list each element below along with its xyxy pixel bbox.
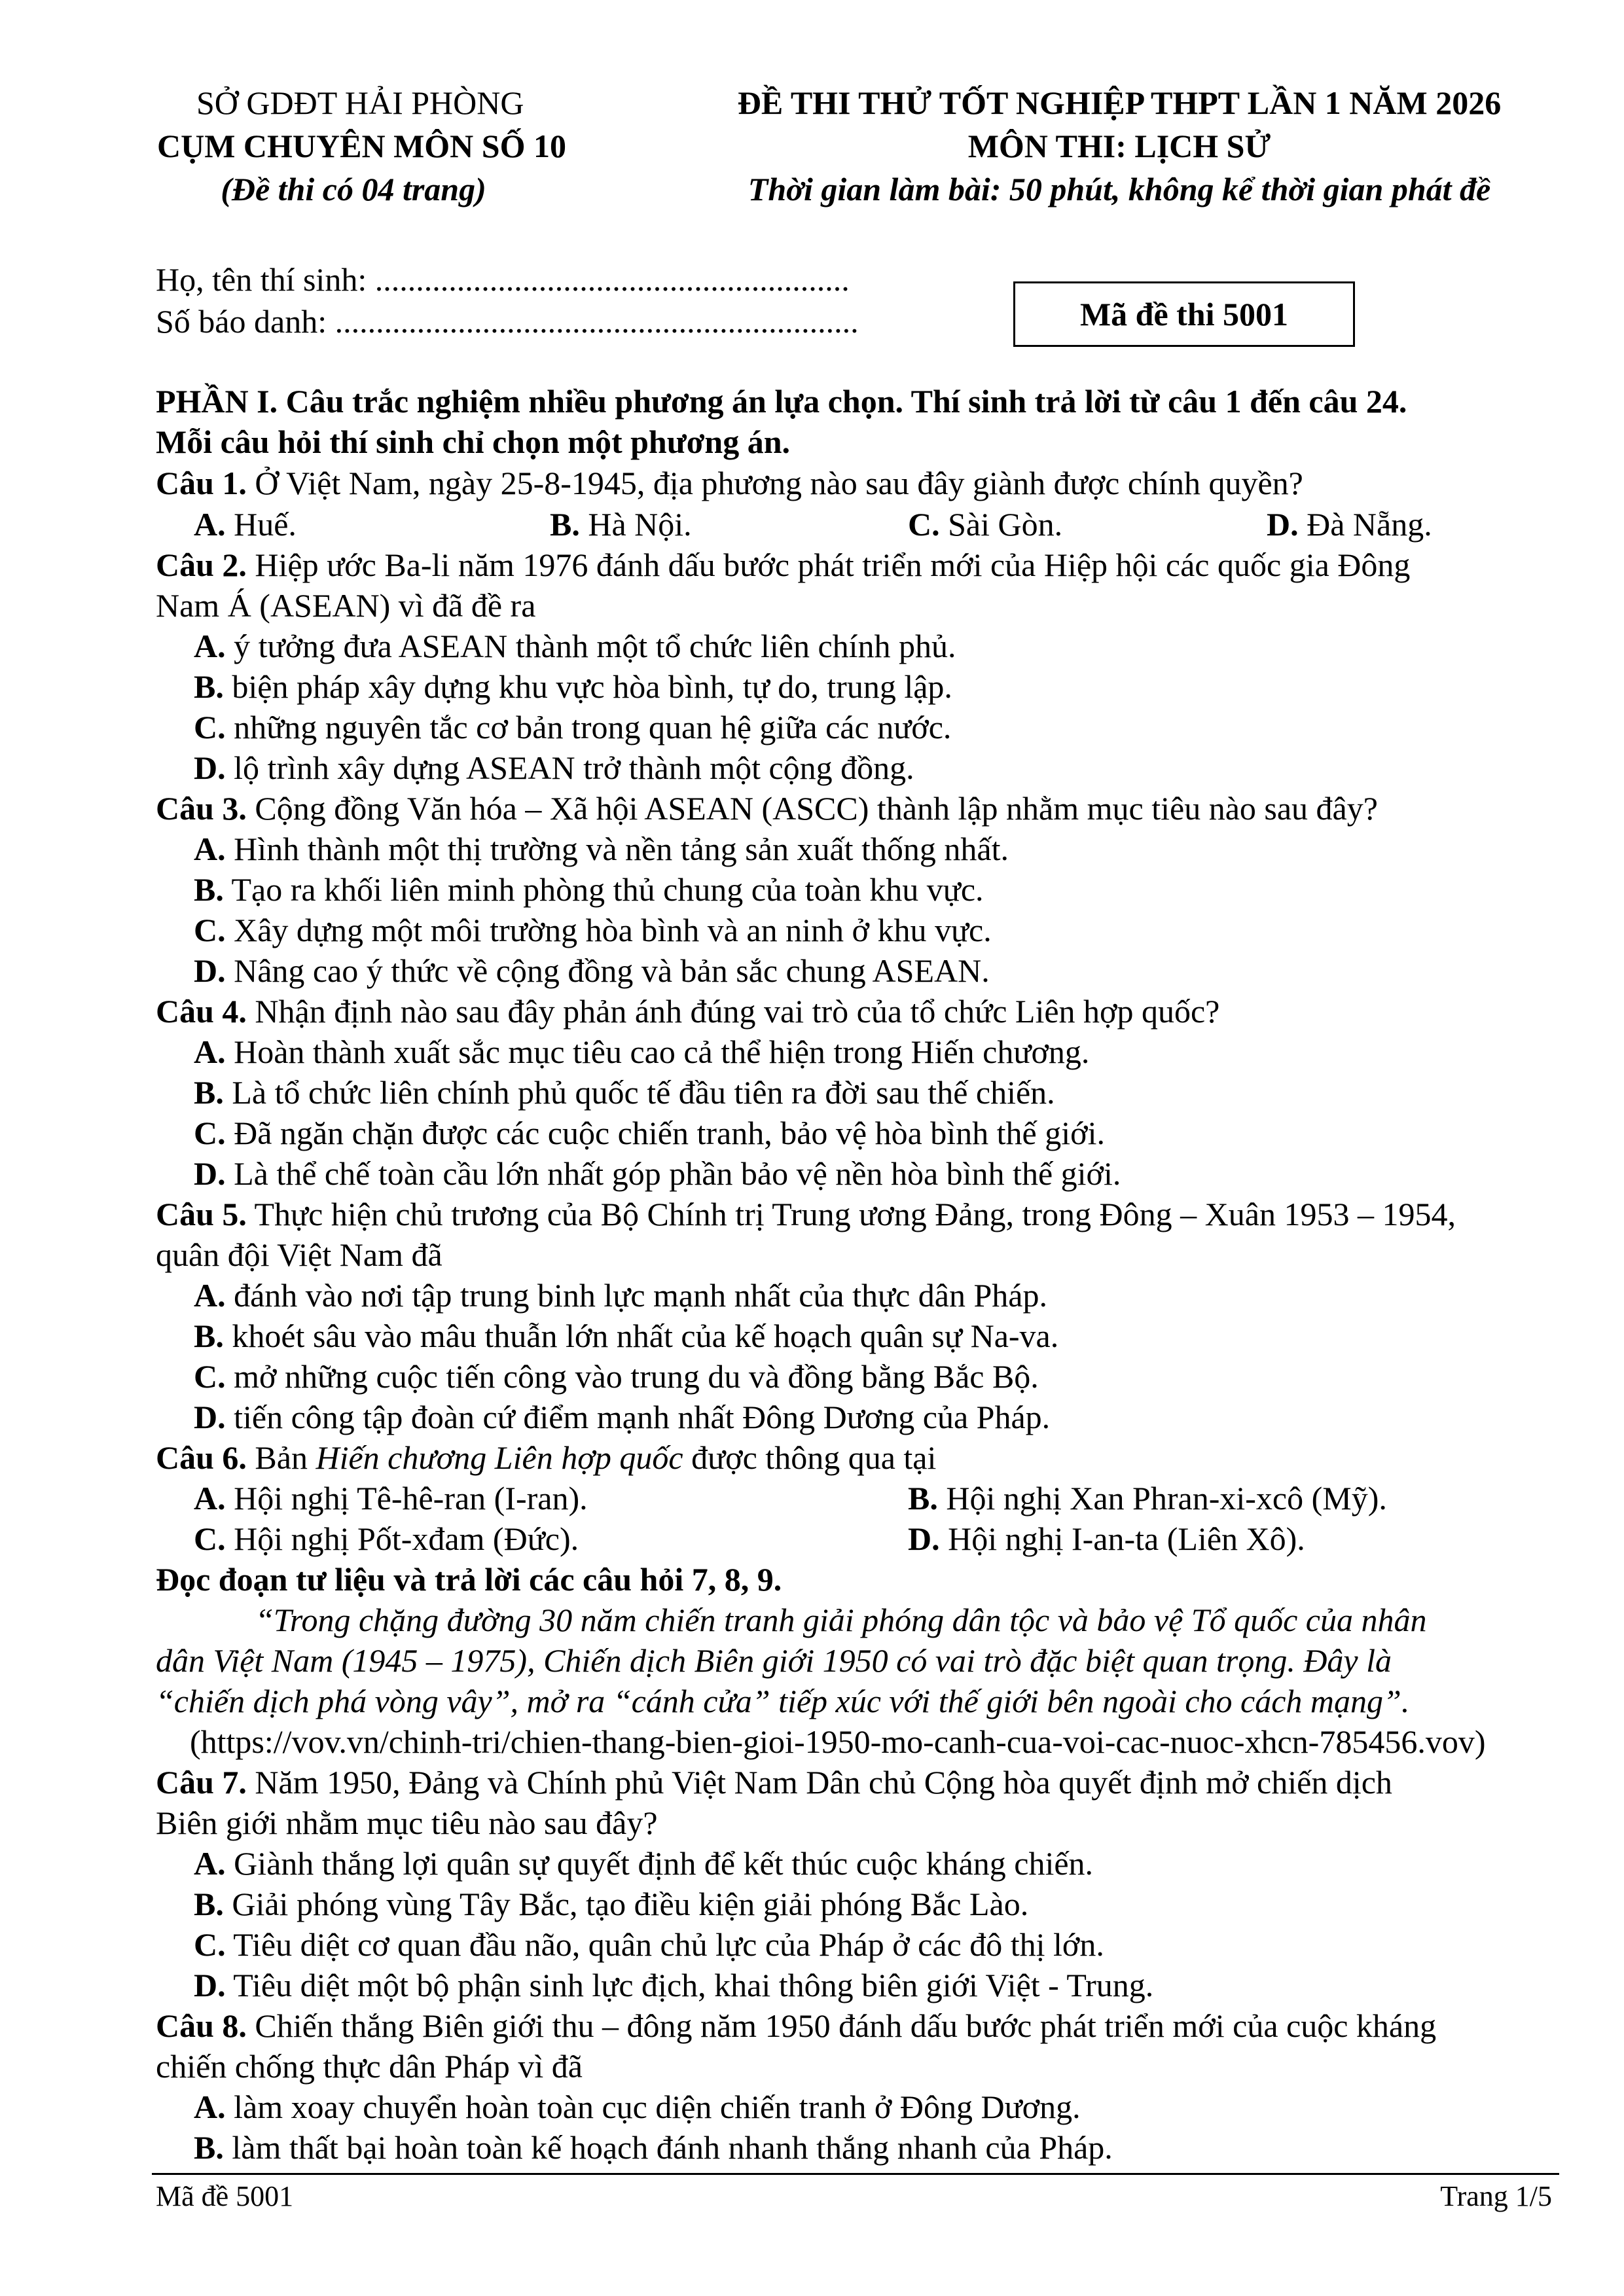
question-label: Câu 1. [156, 465, 247, 501]
option-letter: B. [194, 871, 224, 908]
option-1a [194, 508, 297, 541]
option-letter: C. [194, 1115, 226, 1151]
option-1c [908, 508, 1062, 541]
option-letter: C. [194, 1926, 226, 1963]
question-text: Cộng đồng Văn hóa – Xã hội ASEAN (ASCC) thành lập nhằm mục tiêu nào sau đây? [246, 790, 1378, 827]
question-text-italic: Hiến chương Liên hợp quốc [316, 1439, 683, 1476]
option-text: Tạo ra khối liên minh phòng thủ chung của toàn khu vực. [223, 871, 984, 908]
option-3b [194, 873, 984, 906]
option-5a [194, 1279, 1047, 1312]
question-text: Ở Việt Nam, ngày 25-8-1945, địa phương nào sau đây giành được chính quyền? [246, 465, 1303, 501]
option-text: làm thất bại hoàn toàn kế hoạch đánh nhanh thắng nhanh của Pháp. [223, 2129, 1113, 2166]
question-8 [156, 2009, 1436, 2042]
option-text: biện pháp xây dựng khu vực hòa bình, tự do, trung lập. [223, 668, 952, 705]
option-6a [194, 1482, 588, 1515]
option-letter: D. [194, 1399, 226, 1435]
option-3d [194, 954, 990, 987]
option-6d [908, 1522, 1305, 1555]
option-2d [194, 751, 914, 784]
question-text: được thông qua tại [683, 1439, 937, 1476]
option-text: Huế. [225, 506, 297, 543]
option-letter: B. [194, 668, 224, 705]
question-label: Câu 2. [156, 547, 247, 583]
option-text: đánh vào nơi tập trung binh lực mạnh nhất của thực dân Pháp. [225, 1277, 1047, 1314]
option-text: mở những cuộc tiến công vào trung du và đồng bằng Bắc Bộ. [225, 1358, 1039, 1395]
footer-page-number: Trang 1/5 [1440, 2180, 1552, 2212]
option-text: lộ trình xây dựng ASEAN trở thành một cộng đồng. [225, 749, 914, 786]
option-2a [194, 630, 956, 662]
option-8a [194, 2090, 1081, 2123]
question-label: Câu 6. [156, 1439, 247, 1476]
question-text: Năm 1950, Đảng và Chính phủ Việt Nam Dân chủ Cộng hòa quyết định mở chiến dịch [246, 1764, 1392, 1801]
exam-subject: MÔN THI: LỊCH SỬ [967, 128, 1271, 164]
option-text: Tiêu diệt một bộ phận sinh lực địch, khai thông biên giới Việt - Trung. [225, 1967, 1154, 2003]
option-1b [550, 508, 692, 541]
candidate-id-field: Số báo danh: ................................................................ [156, 303, 859, 340]
option-text: Sài Gòn. [939, 506, 1063, 543]
question-text: Bản [246, 1439, 316, 1476]
question-text: Hiệp ước Ba-li năm 1976 đánh dấu bước phát triển mới của Hiệp hội các quốc gia Đông [246, 547, 1411, 583]
option-text: Hà Nội. [579, 506, 692, 543]
option-text: Là thể chế toàn cầu lớn nhất góp phần bảo vệ nền hòa bình thế giới. [225, 1155, 1121, 1192]
option-letter: A. [194, 1033, 226, 1070]
option-text: Hội nghị Tê-hê-ran (I-ran). [225, 1480, 588, 1516]
option-6b [908, 1482, 1387, 1515]
option-text: ý tưởng đưa ASEAN thành một tổ chức liên chính phủ. [225, 628, 956, 664]
passage-line-2: dân Việt Nam (1945 – 1975), Chiến dịch Biên giới 1950 có vai trò đặc biệt quan trọng. Đây là [156, 1642, 1392, 1679]
option-letter: D. [908, 1520, 940, 1557]
option-7a [194, 1847, 1093, 1880]
option-2c [194, 711, 951, 744]
question-5-cont: quân đội Việt Nam đã [156, 1236, 442, 1273]
option-text: làm xoay chuyển hoàn toàn cục diện chiến tranh ở Đông Dương. [225, 2089, 1081, 2125]
option-text: Hình thành một thị trường và nền tảng sản xuất thống nhất. [225, 831, 1009, 867]
option-letter: B. [194, 2129, 224, 2166]
option-letter: B. [194, 1886, 224, 1922]
part1-heading-line1: PHẦN I. Câu trắc nghiệm nhiều phương án lựa chọn. Thí sinh trả lời từ câu 1 đến câu 24. [156, 383, 1407, 420]
option-5c [194, 1360, 1039, 1393]
question-3 [156, 792, 1378, 825]
option-letter: C. [194, 709, 226, 745]
option-letter: C. [194, 912, 226, 948]
option-text: Xây dựng một môi trường hòa bình và an ninh ở khu vực. [225, 912, 992, 948]
option-letter: A. [194, 628, 226, 664]
question-label: Câu 8. [156, 2007, 247, 2044]
option-7d [194, 1969, 1153, 2001]
footer-divider [152, 2173, 1559, 2175]
exam-duration: Thời gian làm bài: 50 phút, không kể thời gian phát đề [748, 171, 1491, 207]
option-letter: D. [194, 952, 226, 989]
option-7b [194, 1888, 1028, 1920]
option-8b [194, 2131, 1113, 2164]
passage-source: (https://vov.vn/chinh-tri/chien-thang-bien-gioi-1950-mo-canh-cua-voi-cac-nuoc-xhcn-785456.vov) [190, 1723, 1486, 1760]
part1-heading-line2: Mỗi câu hỏi thí sinh chỉ chọn một phương án. [156, 423, 791, 460]
option-letter: A. [194, 1480, 226, 1516]
option-letter: D. [194, 1967, 226, 2003]
option-text: những nguyên tắc cơ bản trong quan hệ giữa các nước. [225, 709, 952, 745]
option-3a [194, 833, 1009, 865]
option-letter: B. [194, 1074, 224, 1111]
option-letter: B. [908, 1480, 938, 1516]
question-text: Thực hiện chủ trương của Bộ Chính trị Trung ương Đảng, trong Đông – Xuân 1953 – 1954, [246, 1196, 1456, 1232]
option-letter: B. [550, 506, 580, 543]
passage-line-3: “chiến dịch phá vòng vây”, mở ra “cánh cửa” tiếp xúc với thế giới bên ngoài cho cách mạng”. [156, 1683, 1410, 1719]
option-text: Hội nghị Pốt-xđam (Đức). [225, 1520, 579, 1557]
option-5d [194, 1401, 1050, 1433]
question-label: Câu 7. [156, 1764, 247, 1801]
header-page-count: (Đề thi có 04 trang) [221, 171, 486, 207]
option-4c [194, 1117, 1105, 1149]
option-1d [1267, 508, 1432, 541]
passage-line-1: “Trong chặng đường 30 năm chiến tranh giải phóng dân tộc và bảo vệ Tổ quốc của nhân [255, 1602, 1427, 1638]
option-letter: D. [1267, 506, 1299, 543]
exam-code-box [1013, 281, 1355, 347]
option-letter: C. [194, 1358, 226, 1395]
question-2-cont: Nam Á (ASEAN) vì đã đề ra [156, 587, 536, 624]
option-text: Hoàn thành xuất sắc mục tiêu cao cả thể hiện trong Hiến chương. [225, 1033, 1090, 1070]
question-7-cont: Biên giới nhằm mục tiêu nào sau đây? [156, 1804, 658, 1841]
question-1 [156, 467, 1303, 499]
question-4 [156, 995, 1219, 1028]
option-2b [194, 670, 952, 703]
option-letter: A. [194, 1845, 226, 1882]
option-text: tiến công tập đoàn cứ điểm mạnh nhất Đông Dương của Pháp. [225, 1399, 1051, 1435]
option-letter: D. [194, 1155, 226, 1192]
question-label: Câu 4. [156, 993, 247, 1030]
option-letter: A. [194, 831, 226, 867]
option-letter: A. [194, 506, 226, 543]
option-letter: C. [908, 506, 940, 543]
question-7 [156, 1766, 1392, 1799]
option-4b [194, 1076, 1055, 1109]
question-5 [156, 1198, 1456, 1230]
option-text: Giải phóng vùng Tây Bắc, tạo điều kiện giải phóng Bắc Lào. [223, 1886, 1029, 1922]
option-text: Là tổ chức liên chính phủ quốc tế đầu tiên ra đời sau thế chiến. [223, 1074, 1055, 1111]
option-text: khoét sâu vào mâu thuẫn lớn nhất của kế hoạch quân sự Na-va. [223, 1318, 1059, 1354]
option-text: Hội nghị Xan Phran-xi-xcô (Mỹ). [937, 1480, 1387, 1516]
exam-title: ĐỀ THI THỬ TỐT NGHIỆP THPT LẦN 1 NĂM 2026 [737, 84, 1502, 121]
question-8-cont: chiến chống thực dân Pháp vì đã [156, 2048, 583, 2085]
passage-heading: Đọc đoạn tư liệu và trả lời các câu hỏi 7, 8, 9. [156, 1561, 782, 1598]
option-text: Tiêu diệt cơ quan đầu não, quân chủ lực của Pháp ở các đô thị lớn. [225, 1926, 1104, 1963]
question-2 [156, 548, 1410, 581]
exam-code: Mã đề thi 5001 [1079, 296, 1289, 332]
question-text: Chiến thắng Biên giới thu – đông năm 1950 đánh dấu bước phát triển mới của cuộc kháng [246, 2007, 1437, 2044]
option-text: Đà Nẵng. [1298, 506, 1432, 543]
option-text: Nâng cao ý thức về cộng đồng và bản sắc chung ASEAN. [225, 952, 990, 989]
option-text: Đã ngăn chặn được các cuộc chiến tranh, bảo vệ hòa bình thế giới. [225, 1115, 1105, 1151]
header-department: SỞ GDĐT HẢI PHÒNG [196, 84, 524, 121]
option-text: Hội nghị I-an-ta (Liên Xô). [939, 1520, 1305, 1557]
question-6 [156, 1441, 936, 1474]
option-3c [194, 914, 992, 946]
question-label: Câu 3. [156, 790, 247, 827]
header-cluster: CỤM CHUYÊN MÔN SỐ 10 [157, 128, 566, 164]
option-5b [194, 1319, 1058, 1352]
question-text: Nhận định nào sau đây phản ánh đúng vai trò của tổ chức Liên hợp quốc? [246, 993, 1220, 1030]
option-letter: A. [194, 2089, 226, 2125]
question-label: Câu 5. [156, 1196, 247, 1232]
option-text: Giành thắng lợi quân sự quyết định để kết thúc cuộc kháng chiến. [225, 1845, 1094, 1882]
candidate-name-field: Họ, tên thí sinh: .......................................................... [156, 261, 850, 298]
option-letter: B. [194, 1318, 224, 1354]
option-4d [194, 1157, 1121, 1190]
option-6c [194, 1522, 579, 1555]
option-letter: C. [194, 1520, 226, 1557]
option-4a [194, 1035, 1089, 1068]
option-7c [194, 1928, 1104, 1961]
option-letter: D. [194, 749, 226, 786]
footer-exam-code: Mã đề 5001 [156, 2180, 294, 2212]
option-letter: A. [194, 1277, 226, 1314]
